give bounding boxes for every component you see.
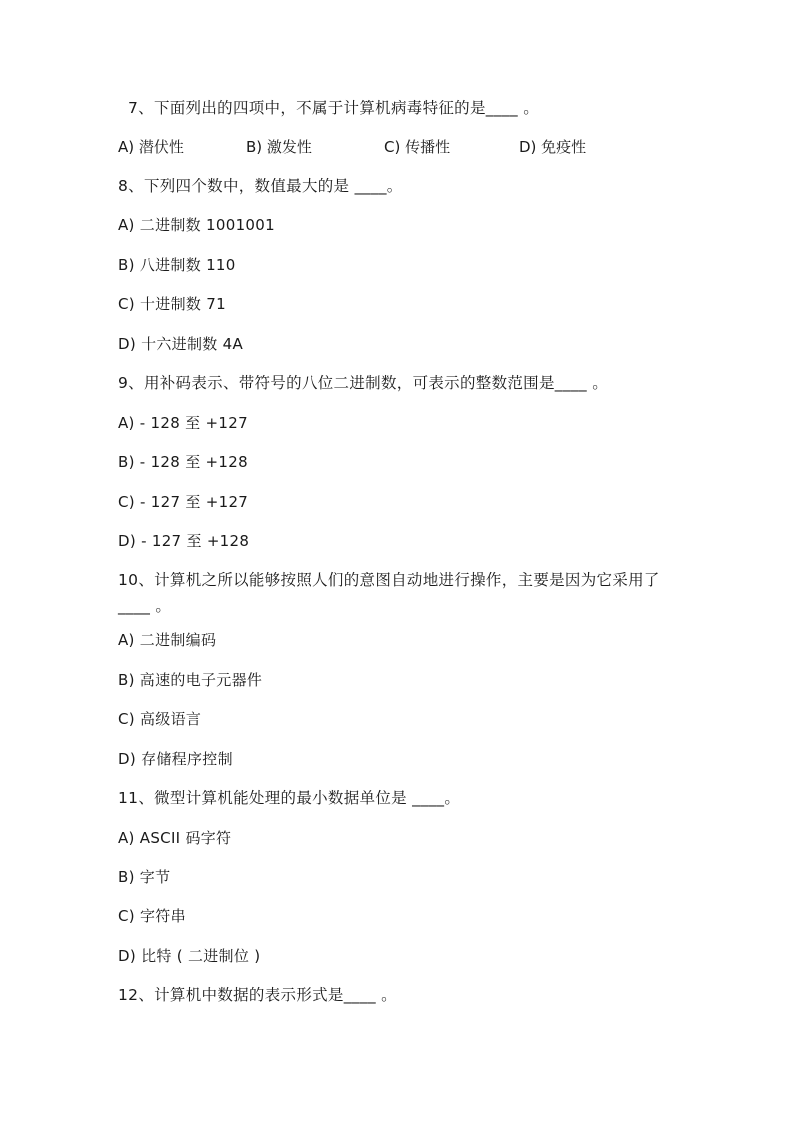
question-9-option-c: C) - 127 至 +127 [118,493,249,511]
question-7-option-c: C) 传播性 [384,138,451,156]
question-7-text: 7、下面列出的四项中，不属于计算机病毒特征的是____ 。 [128,99,539,117]
question-9-text: 9、用补码表示、带符号的八位二进制数，可表示的整数范围是____ 。 [118,374,608,392]
question-8-option-a: A) 二进制数 1001001 [118,216,275,234]
question-8-option-d: D) 十六进制数 4A [118,335,244,353]
question-10-text-line2: ____ 。 [118,597,172,615]
question-12-text: 12、计算机中数据的表示形式是____ 。 [118,986,397,1004]
question-9-option-d: D) - 127 至 +128 [118,532,250,550]
question-8-text: 8、下列四个数中，数值最大的是 ____。 [118,177,403,195]
question-9-option-a: A) - 128 至 +127 [118,414,248,432]
question-10-option-a: A) 二进制编码 [118,631,217,649]
question-8-option-b: B) 八进制数 110 [118,256,236,274]
question-10-text-line1: 10、计算机之所以能够按照人们的意图自动地进行操作，主要是因为它采用了 [118,571,660,589]
question-11-option-d: D) 比特 ( 二进制位 ) [118,947,261,965]
question-11-option-a: A) ASCII 码字符 [118,829,232,847]
question-11-text: 11、微型计算机能处理的最小数据单位是 ____。 [118,789,461,807]
question-9-option-b: B) - 128 至 +128 [118,453,248,471]
question-10-option-d: D) 存储程序控制 [118,750,233,768]
question-7-option-d: D) 免疫性 [519,138,587,156]
question-7-option-b: B) 激发性 [246,138,312,156]
question-10-option-b: B) 高速的电子元器件 [118,671,263,689]
question-10-option-c: C) 高级语言 [118,710,202,728]
question-7-option-a: A) 潜伏性 [118,138,184,156]
question-11-option-b: B) 字节 [118,868,171,886]
question-11-option-c: C) 字符串 [118,907,186,925]
question-8-option-c: C) 十进制数 71 [118,295,226,313]
